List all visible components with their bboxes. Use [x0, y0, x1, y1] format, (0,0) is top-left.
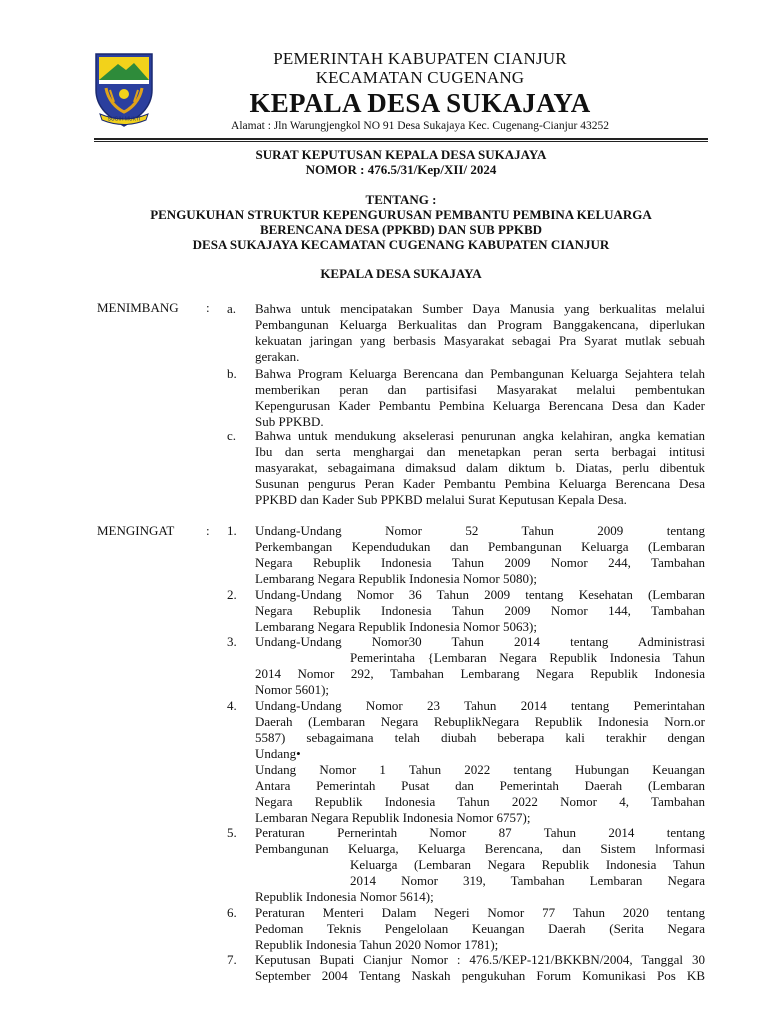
text-line: memberikan peran dan partisifasi Masyarakat melalui pembentukan — [255, 382, 705, 397]
text-line: Pembangunan Keluarga Berkualitas dan Program Banggakencana, diperlukan — [255, 317, 705, 332]
text-line: Peraturan Menteri Dalam Negeri Nomor 77 Tahun 2020 tentang — [255, 905, 705, 920]
text-line: September 2004 Tentang Naskah pengukuhan Forum Komunikasi Pos KB — [255, 968, 705, 983]
text-line: Undang-Undang Nomor30 Tahun 2014 tentang Administrasi — [255, 634, 705, 649]
text-line: gerakan. — [255, 349, 300, 364]
text-line: Pembangunan Keluarga, Keluarga Berencana, dan Sistem lnformasi — [255, 841, 705, 856]
text-line: PPKBD dan Kader Sub PPKBD melalui Surat Keputusan Kepala Desa. — [255, 492, 627, 507]
text-line: Pemerintaha {Lembaran Negara Republik Indonesia Tahun — [350, 650, 705, 665]
text-line: Negara Republik Indonesia Tahun 2022 Nomor 4, Tambahan — [255, 794, 705, 809]
text-line: Bahwa untuk mendukung akselerasi penurunan angka kelahiran, angka kematian — [255, 428, 705, 443]
decree-title: SURAT KEPUTUSAN KEPALA DESA SUKAJAYA — [255, 147, 547, 162]
item-marker: 4. — [227, 698, 237, 713]
text-line: Keluarga (Lembaran Negara Republik Indonesia Tahun — [350, 857, 705, 872]
text-line: Lembarang Negara Republik Indonesia Nomor 5080); — [255, 571, 537, 586]
letterhead-divider — [94, 138, 708, 140]
text-line: kekuatan jaringan yang berbasis Masyarakat sebagai Pra Syarat mutlak sebuah — [255, 333, 705, 348]
about-line: DESA SUKAJAYA KECAMATAN CUGENANG KABUPATEN CIANJUR — [192, 237, 610, 252]
letterhead — [170, 49, 670, 133]
text-line: Undang-Undang Nomor 36 Tahun 2009 tentang Kesehatan (Lembaran — [255, 587, 705, 602]
item-marker: a. — [227, 301, 237, 316]
text-line: Peraturan Pernerintah Nomor 87 Tahun 2014 tentang — [255, 825, 705, 840]
menimbang-item-c — [255, 428, 705, 508]
text-line: Perkembangan Kependudukan dan Pembangunan Keluarga (Lembaran — [255, 539, 705, 554]
mengingat-label: MENGINGAT — [97, 523, 175, 538]
svg-text:SUGIH MUKTI: SUGIH MUKTI — [107, 116, 141, 123]
text-line: Susunan pengurus Peran Kader Pembantu Pembina Keluarga Berencana Desa — [255, 476, 705, 491]
government-name: PEMERINTAH KABUPATEN CIANJUR — [273, 49, 567, 68]
text-line: Republik Indonesia Nomor 5614); — [255, 889, 434, 904]
letterhead-divider-thin — [94, 141, 708, 142]
text-line: Antara Pemerintah Pusat dan Pemerintah Daerah (Lembaran — [255, 778, 705, 793]
text-line: Negara Rebuplik Indonesia Tahun 2009 Nomor 244, Tambahan — [255, 555, 705, 570]
text-line: masyarakat, sebagaimana dimaksud dalam diktum b. Diatas, perlu dibentuk — [255, 460, 705, 475]
about-line: BERENCANA DESA (PPKBD) DAN SUB PPKBD — [259, 222, 543, 237]
text-line: Bahwa untuk mencipatakan Sumber Daya Manusia yang berkualitas melalui — [255, 301, 705, 316]
office-title: KEPALA DESA SUKAJAYA — [249, 88, 591, 118]
mengingat-item-3 — [255, 634, 705, 698]
office-address: Alamat : Jln Warungjengkol NO 91 Desa Sukajaya Kec. Cugenang-Cianjur 43252 — [231, 120, 609, 132]
text-line: 2014 Nomor 319, Tambahan Lembaran Negara — [350, 873, 705, 888]
mengingat-item-7 — [255, 952, 705, 984]
decree-number: NOMOR : 476.5/31/Kep/XII/ 2024 — [305, 162, 497, 177]
text-line: Lembaran Negara Republik Indonesia Nomor 6757); — [255, 810, 531, 825]
item-marker: 2. — [227, 587, 237, 602]
text-line: Republik Indonesia Tahun 2020 Nomor 1781); — [255, 937, 499, 952]
menimbang-item-b — [255, 366, 705, 430]
menimbang-item-a — [255, 301, 705, 365]
text-line: Keputusan Bupati Cianjur Nomor : 476.5/KEP-121/BKKBN/2004, Tanggal 30 — [255, 952, 705, 967]
text-line: Pedoman Teknis Pengelolaan Keuangan Daerah (Serita Negara — [255, 921, 705, 936]
item-marker: 7. — [227, 952, 237, 967]
text-line: Undang-Undang Nomor 23 Tahun 2014 tentang Pemerintahan — [255, 698, 705, 713]
item-marker: 3. — [227, 634, 237, 649]
text-line: Sub PPKBD. — [255, 414, 324, 429]
mengingat-item-1 — [255, 523, 705, 587]
text-line: Undang-Undang Nomor 52 Tahun 2009 tentang — [255, 523, 705, 538]
text-line: Daerah (Lembaran Negara RebuplikNegara Republik Indonesia Norn.or — [255, 714, 705, 729]
text-line: Ibu dan serta menghargai dan menetapkan peran serta berbagai intitusi — [255, 444, 705, 459]
text-line: Undang Nomor 1 Tahun 2022 tentang Hubungan Keuangan — [255, 762, 705, 777]
district-name: KECAMATAN CUGENANG — [315, 68, 525, 87]
text-line: Lembarang Negara Republik Indonesia Nomor 5063); — [255, 619, 537, 634]
item-marker: 5. — [227, 825, 237, 840]
issuer-heading: KEPALA DESA SUKAJAYA — [320, 266, 482, 281]
text-line: Nomor 5601); — [255, 682, 330, 697]
item-marker: 1. — [227, 523, 237, 538]
about-line: PENGUKUHAN STRUKTUR KEPENGURUSAN PEMBANTU PEMBINA KELUARGA — [150, 207, 652, 222]
item-marker: c. — [227, 428, 237, 443]
about-label: TENTANG : — [365, 192, 437, 207]
text-line: 5587) sebagaimana telah diubah beberapa kali terakhir dengan — [255, 730, 705, 745]
text-line: Negara Rebuplik Indonesia Tahun 2009 Nomor 144, Tambahan — [255, 603, 705, 618]
cianjur-emblem-logo — [88, 50, 160, 128]
menimbang-label: MENIMBANG — [97, 300, 179, 315]
menimbang-colon: : — [206, 300, 210, 315]
mengingat-item-6 — [255, 905, 705, 953]
text-line: Undang• — [255, 746, 301, 761]
text-line: Kepengurusan Kader Pembantu Pembina Keluarga Berencana Desa dan Kader — [255, 398, 705, 413]
mengingat-item-2 — [255, 587, 705, 635]
item-marker: b. — [227, 366, 237, 381]
mengingat-item-5 — [255, 825, 705, 905]
text-line: Bahwa Program Keluarga Berencana dan Pembangunan Keluarga Sejahtera telah — [255, 366, 705, 381]
item-marker: 6. — [227, 905, 237, 920]
mengingat-item-4 — [255, 698, 705, 826]
mengingat-colon: : — [206, 523, 210, 538]
text-line: 2014 Nomor 292, Tambahan Lembarang Negara Republik Indonesia — [255, 666, 705, 681]
